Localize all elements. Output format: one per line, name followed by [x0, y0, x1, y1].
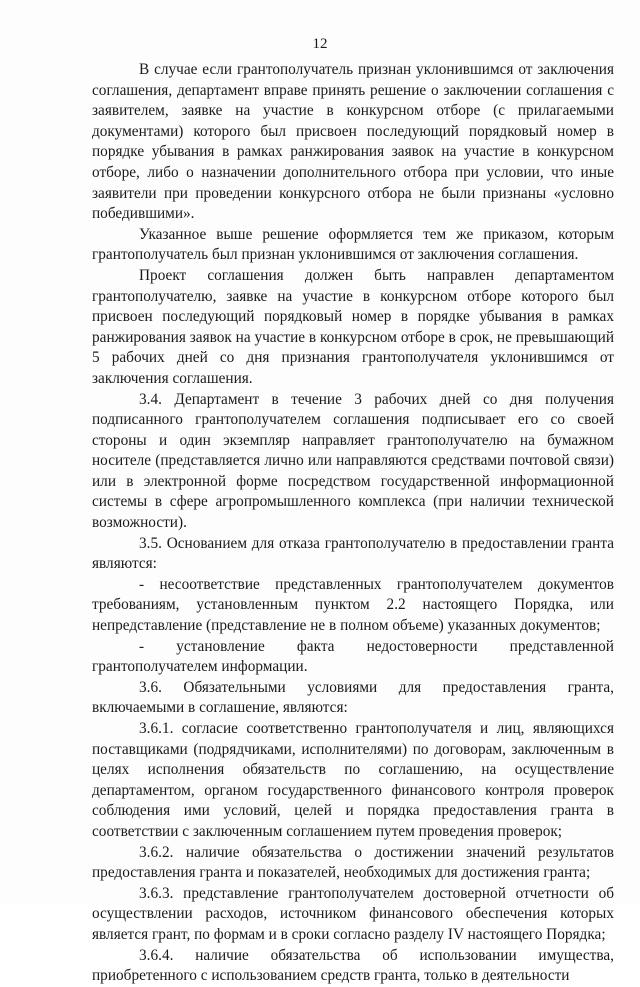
paragraph-3-6-2: 3.6.2. наличие обязательства о достижении значений результатов предоставления гранта и показателей, необходимых для достижения гранта; [92, 843, 614, 882]
paragraph-3-6: 3.6. Обязательными условиями для предоставления гранта, включаемыми в соглашение, являются: [92, 678, 614, 717]
paragraph-evasion-decision: В случае если грантополучатель признан уклонившимся от заключения соглашения, департамент вправе принять решение о заключении соглашения с заявителем, заявке на участие в конкурсном отборе (с прилагаемыми документами) которого был присвоен последующий порядковый номер в порядке убывания в рамках ранжирования заявок на участие в конкурсном отборе, либо о назначении дополнительного отбора при условии, что иные заявители при проведении конкурсного отбора не были признаны «условно победившими». [92, 61, 614, 223]
paragraph-3-6-3: 3.6.3. представление грантополучателем достоверной отчетности об осуществлении расходов, источником финансового обеспечения которых является грант, по формам и в сроки согласно разделу IV настоящего Порядка; [92, 884, 614, 943]
paragraph-3-6-4: 3.6.4. наличие обязательства об использовании имущества, приобретенного с использованием средств гранта, только в деятельности [92, 946, 614, 985]
paragraph-draft-agreement: Проект соглашения должен быть направлен департаментом грантополучателю, заявке на участие в конкурсном отборе которого был присвоен последующий порядковый номер в порядке убывания в рамках ранжирования заявок на участие в конкурсном отборе в срок, не превышающий 5 рабочих дней со дня признания грантополучателя уклонившимся от заключения соглашения. [92, 266, 614, 387]
paragraph-3-5: 3.5. Основанием для отказа грантополучателю в предоставлении гранта являются: [92, 534, 614, 573]
page-number: 12 [312, 36, 328, 52]
paragraph-decision-order: Указанное выше решение оформляется тем же приказом, которым грантополучатель был признан уклонившимся от заключения соглашения. [92, 225, 614, 264]
list-item-nonconformity: - несоответствие представленных грантополучателем документов требованиям, установленным пунктом 2.2 настоящего Порядка, или непредставление (представление не в полном объеме) указанных документов; [92, 575, 614, 635]
paragraph-3-4: 3.4. Департамент в течение 3 рабочих дней со дня получения подписанного грантополучателем соглашения подписывает его со своей стороны и один экземпляр направляет грантополучателю на бумажном носителе (представляется лично или направляются средствами почтовой связи) или в электронной форме посредством государственной информационной системы в сфере агропромышленного комплекса (при наличии технической возможности). [92, 390, 614, 532]
list-item-inaccuracy: - установление факта недостоверности представленной грантополучателем информации. [92, 637, 614, 676]
paragraph-3-6-1: 3.6.1. согласие соответственно грантополучателя и лиц, являющихся поставщиками (подрядчиками, исполнителями) по договорам, заключенным в целях исполнения обязательств по соглашению, на осуществление департаментом, органом государственного финансового контроля проверок соблюдения ими условий, целей и порядка предоставления гранта в соответствии с заключенным соглашением путем проведения проверок; [92, 720, 614, 840]
document-body [92, 60, 614, 987]
